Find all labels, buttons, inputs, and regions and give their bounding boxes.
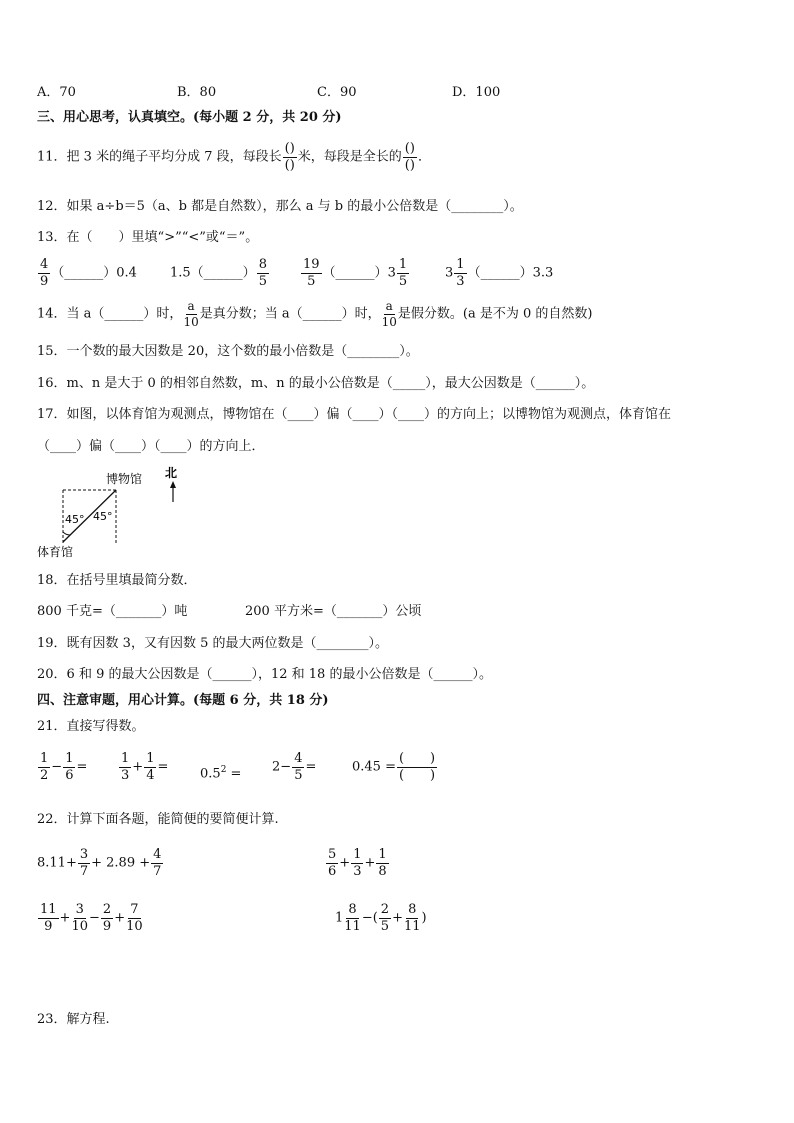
angle-arc-gym <box>63 532 70 535</box>
q13-fraction-3-1-3: $\frac{1}{3}$ <box>456 257 465 289</box>
option-d: D．100 <box>452 85 501 100</box>
q11-text-pre: 11．把 3 米的绳子平均分成 7 段，每段长 <box>37 149 282 165</box>
question-19: 19．既有因数 3，又有因数 5 的最大两位数是（________）。 <box>37 636 388 651</box>
angle-label-1: 45° <box>65 513 85 526</box>
q22-expr-3: $\frac{11}{9}$ + $\frac{3}{10}$ − $\frac{2}{9}$ + $\frac{7}{10}$ <box>40 902 143 934</box>
q13-fraction-19-5: $\frac{19}{5}$ <box>303 257 320 289</box>
question-22-title: 22．计算下面各题，能简便的要简便计算. <box>37 812 279 827</box>
question-18-a: 800 千克=（_______）吨 <box>37 604 188 619</box>
q22-expr-2: $\frac{5}{6}$ + $\frac{1}{3}$ + $\frac{1}{8}$ <box>328 847 387 879</box>
north-label: 北 <box>165 466 178 480</box>
question-20: 20．6 和 9 的最大公因数是（______），12 和 18 的最小公倍数是（______）。 <box>37 667 492 682</box>
question-17-line-2: （____）偏（____）（____）的方向上． <box>37 439 265 454</box>
q21-expr-5: 0.45 = $\frac{( )}{( )}$ <box>352 751 436 783</box>
option-c: C．90 <box>317 85 357 100</box>
section-3-heading: 三、用心思考，认真填空。(每小题 2 分，共 20 分) <box>37 110 342 125</box>
q21-expr-1: $\frac{1}{2}$ − $\frac{1}{6}$ = <box>40 751 88 783</box>
q21-expr-4: 2− $\frac{4}{5}$ = <box>272 751 317 783</box>
option-a: A．70 <box>37 85 76 100</box>
q14-fraction-a-10: $\frac{a}{10}$ <box>183 299 199 329</box>
question-13-title: 13．在（ ）里填“>”“<”或“＝”。 <box>37 230 259 245</box>
q11-text-post: ． <box>417 149 431 165</box>
q11-text-mid: 米，每段是全长的 <box>297 149 402 165</box>
question-12: 12．如果 a÷b＝5（a、b 都是自然数），那么 a 与 b 的最小公倍数是（________）。 <box>37 199 523 214</box>
q13-fraction-8-5: $\frac{8}{5}$ <box>258 257 267 289</box>
q22-expr-1: 8.11+ $\frac{3}{7}$ + 2.89 + $\frac{4}{7}$ <box>37 847 162 879</box>
question-17-line-1: 17．如图，以体育馆为观测点，博物馆在（____）偏（____）（____）的方向上；以博物馆为观测点，体育馆在 <box>37 407 672 422</box>
q22-expr-4: 1 $\frac{8}{11}$ −( $\frac{2}{5}$ + $\frac{8}{11}$ ) <box>335 902 427 934</box>
question-16: 16．m、n 是大于 0 的相邻自然数，m、n 的最小公倍数是（_____），最大公因数是（______）。 <box>37 376 595 391</box>
q11-blank-fraction-2: $\frac{()}{()}$ <box>404 141 415 173</box>
q21-expr-2: $\frac{1}{3}$ + $\frac{1}{4}$ = <box>121 751 169 783</box>
q11-blank-fraction-1: $\frac{()}{()}$ <box>284 141 295 173</box>
q14-fraction-a-10-b: $\frac{a}{10}$ <box>381 299 397 329</box>
q13-fraction-3-1-5: $\frac{1}{5}$ <box>398 257 408 289</box>
museum-label: 博物馆 <box>106 472 143 486</box>
q13-blank-1: （______）0.4 <box>51 265 137 281</box>
q21-expr-3: $0.5^2$ = <box>200 765 242 782</box>
q13-item-4: 3 $\frac{1}{3}$ （______）3.3 <box>445 257 554 289</box>
q13-fraction-4-9: $\frac{4}{9}$ <box>40 257 49 289</box>
question-18-title: 18．在括号里填最简分数． <box>37 573 197 588</box>
question-14: 14．当 a（______）时， $\frac{a}{10}$ 是真分数；当 a（______）时， $\frac{a}{10}$ 是假分数。(a 是不为 0 的自然数) <box>37 299 593 329</box>
question-13-items <box>37 258 137 288</box>
question-21-title: 21．直接写得数。 <box>37 719 145 734</box>
north-arrow-head <box>170 481 176 488</box>
question-11 <box>37 142 431 172</box>
question-15: 15．一个数的最大因数是 20，这个数的最小倍数是（________）。 <box>37 344 419 359</box>
q17-direction-diagram <box>37 465 237 565</box>
gym-label: 体育馆 <box>37 545 74 559</box>
q13-item-3: $\frac{19}{5}$ （______）3 $\frac{1}{5}$ <box>303 257 408 289</box>
section-4-heading: 四、注意审题，用心计算。(每题 6 分，共 18 分) <box>37 693 329 708</box>
q13-item-2: 1.5（______） $\frac{8}{5}$ <box>170 257 267 289</box>
angle-label-2: 45° <box>93 510 113 523</box>
question-23: 23．解方程. <box>37 1012 110 1027</box>
question-18-b: 200 平方米=（_______）公顷 <box>245 604 422 619</box>
option-b: B．80 <box>177 85 217 100</box>
